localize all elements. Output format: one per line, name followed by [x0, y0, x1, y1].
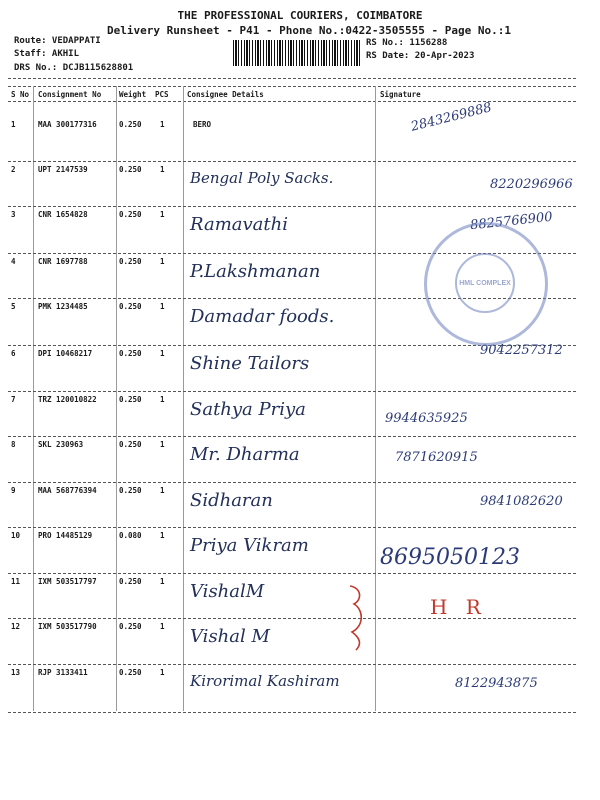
- row-signature-number: 9042257312: [480, 343, 563, 358]
- row-signature-number: 8220296966: [490, 177, 573, 192]
- row-pcs: 1: [160, 440, 165, 449]
- row-consignee-handwritten: Sathya Priya: [190, 399, 306, 420]
- row-divider: [8, 618, 576, 619]
- row-divider: [8, 712, 576, 713]
- top-divider: [8, 78, 576, 79]
- row-signature-initials: H R: [430, 595, 487, 619]
- row-signature-number: 8825766900: [469, 209, 554, 234]
- drs-number: DRS No.: DCJB115628801: [14, 63, 134, 73]
- row-consignee-handwritten: Kirorimal Kashiram: [190, 672, 340, 690]
- row-consignee-handwritten: Shine Tailors: [190, 353, 310, 374]
- row-sno: 9: [11, 486, 16, 495]
- row-divider: [8, 527, 576, 528]
- row-divider: [8, 161, 576, 162]
- row-consignee-handwritten: Bengal Poly Sacks.: [190, 169, 334, 187]
- row-sno: 1: [11, 120, 16, 129]
- col-header-consignee: Consignee Details: [187, 90, 264, 99]
- row-sno: 2: [11, 165, 16, 174]
- row-weight: 0.250: [119, 302, 142, 311]
- col-header-consignment: Consignment No: [38, 90, 102, 99]
- row-consignment-no: IXM 503517790: [38, 622, 97, 631]
- row-consignment-no: IXM 503517797: [38, 577, 97, 586]
- col-header-sno: S No: [11, 90, 30, 99]
- row-consignee-handwritten: P.Lakshmanan: [190, 261, 321, 282]
- row-consignment-no: TRZ 120010822: [38, 395, 97, 404]
- row-consignee-handwritten: Ramavathi: [190, 214, 288, 235]
- row-weight: 0.250: [119, 257, 142, 266]
- row-consignment-no: PRO 14485129: [38, 531, 93, 540]
- row-signature-number: 8695050123: [380, 545, 520, 570]
- company-title: THE PROFESSIONAL COURIERS, COIMBATORE: [177, 9, 423, 22]
- row-weight: 0.250: [119, 349, 142, 358]
- row-weight: 0.250: [119, 577, 142, 586]
- row-divider: [8, 391, 576, 392]
- row-weight: 0.250: [119, 622, 142, 631]
- row-divider: [8, 206, 576, 207]
- row-consignment-no: RJP 3133411: [38, 668, 88, 677]
- row-weight: 0.250: [119, 165, 142, 174]
- row-consignee-handwritten: Sidharan: [190, 490, 273, 511]
- row-consignment-no: UPT 2147539: [38, 165, 88, 174]
- row-divider: [8, 482, 576, 483]
- row-signature-number: 9841082620: [480, 494, 563, 509]
- row-pcs: 1: [160, 395, 165, 404]
- row-consignment-no: PMK 1234485: [38, 302, 88, 311]
- top-divider-2: [8, 86, 576, 87]
- row-weight: 0.250: [119, 440, 142, 449]
- row-weight: 0.250: [119, 668, 142, 677]
- row-pcs: 1: [160, 120, 165, 129]
- row-sno: 12: [11, 622, 21, 631]
- route-label: Route: VEDAPPATI: [14, 36, 101, 46]
- row-consignee-handwritten: Mr. Dharma: [190, 444, 300, 465]
- row-consignment-no: DPI 10468217: [38, 349, 93, 358]
- row-consignee-handwritten: Vishal M: [190, 626, 270, 647]
- row-pcs: 1: [160, 486, 165, 495]
- row-signature-number: 9944635925: [385, 411, 468, 426]
- row-sno: 13: [11, 668, 21, 677]
- row-pcs: 1: [160, 531, 165, 540]
- row-weight: 0.250: [119, 486, 142, 495]
- row-consignee: BERO: [193, 120, 212, 129]
- stamp-text: HML COMPLEX: [455, 253, 515, 313]
- row-weight: 0.080: [119, 531, 142, 540]
- row-weight: 0.250: [119, 120, 142, 129]
- row-consignment-no: MAA 568776394: [38, 486, 97, 495]
- row-sno: 4: [11, 257, 16, 266]
- row-weight: 0.250: [119, 210, 142, 219]
- row-sno: 10: [11, 531, 21, 540]
- row-pcs: 1: [160, 349, 165, 358]
- row-consignee-handwritten: VishalM: [190, 581, 265, 602]
- red-mark-icon: [346, 582, 366, 652]
- row-sno: 7: [11, 395, 16, 404]
- row-divider: [8, 664, 576, 665]
- row-pcs: 1: [160, 257, 165, 266]
- col-header-weight: Weight: [119, 90, 147, 99]
- col-header-signature: Signature: [380, 90, 421, 99]
- company-stamp: [424, 222, 548, 346]
- row-signature-number: 8122943875: [455, 676, 538, 691]
- row-pcs: 1: [160, 622, 165, 631]
- row-pcs: 1: [160, 302, 165, 311]
- row-sno: 5: [11, 302, 16, 311]
- row-consignment-no: CNR 1654828: [38, 210, 88, 219]
- row-pcs: 1: [160, 210, 165, 219]
- row-sno: 6: [11, 349, 16, 358]
- row-signature-number: 7871620915: [395, 450, 478, 465]
- col-header-pcs: PCS: [155, 90, 169, 99]
- rs-date: RS Date: 20-Apr-2023: [366, 51, 475, 61]
- row-sno: 11: [11, 577, 21, 586]
- staff-label: Staff: AKHIL: [14, 49, 80, 59]
- row-consignment-no: MAA 300177316: [38, 120, 97, 129]
- row-consignee-handwritten: Priya Vikram: [190, 535, 309, 556]
- row-pcs: 1: [160, 165, 165, 174]
- row-signature-number: 2843269888: [409, 100, 494, 135]
- row-consignment-no: SKL 230963: [38, 440, 84, 449]
- row-weight: 0.250: [119, 395, 142, 404]
- barcode-image: [233, 40, 360, 66]
- row-consignment-no: CNR 1697788: [38, 257, 88, 266]
- row-pcs: 1: [160, 668, 165, 677]
- row-sno: 3: [11, 210, 16, 219]
- row-consignee-handwritten: Damadar foods.: [190, 306, 335, 327]
- header-divider: [8, 101, 576, 102]
- row-pcs: 1: [160, 577, 165, 586]
- row-divider: [8, 436, 576, 437]
- rs-number: RS No.: 1156288: [366, 38, 448, 48]
- row-sno: 8: [11, 440, 16, 449]
- runsheet-subtitle: Delivery Runsheet - P41 - Phone No.:0422-3505555 - Page No.:1: [107, 24, 511, 37]
- row-divider: [8, 573, 576, 574]
